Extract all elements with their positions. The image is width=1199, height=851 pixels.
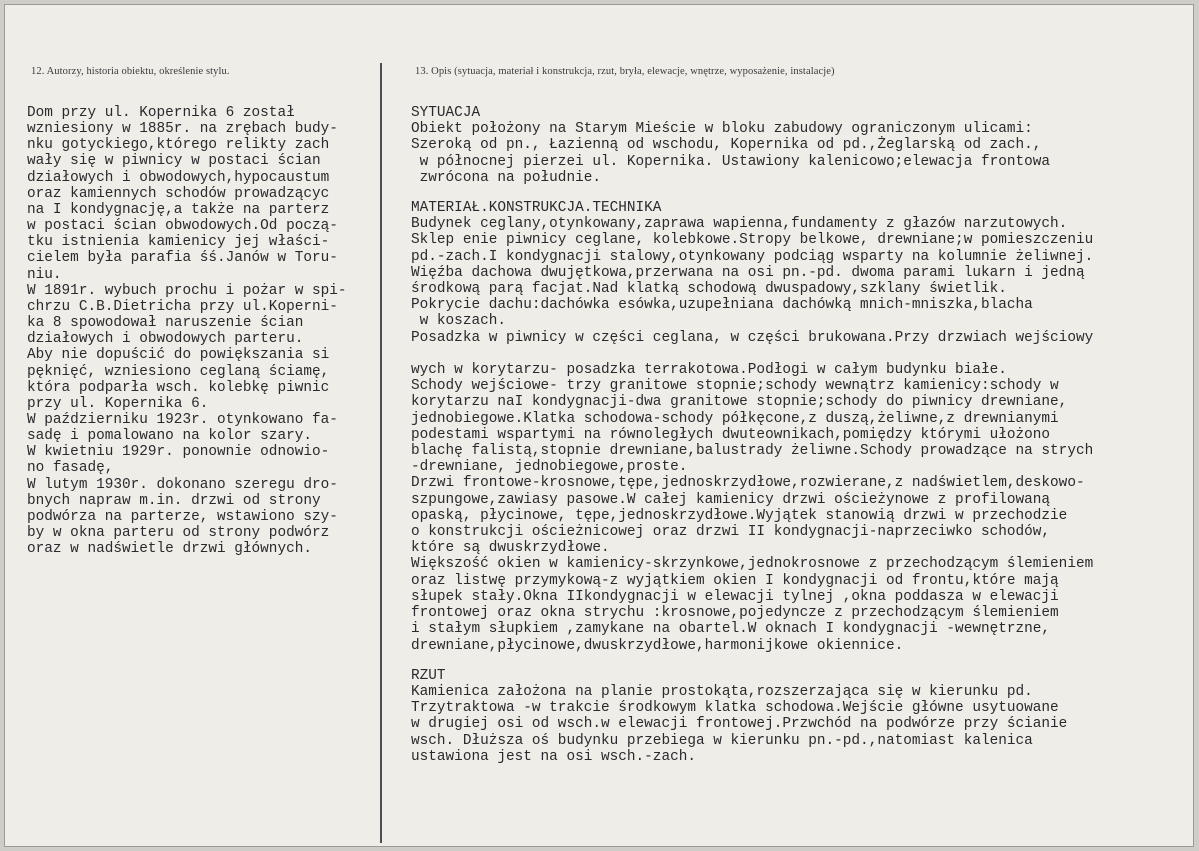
- description-line: Pokrycie dachu:dachówka esówka,uzupełniana dachówką mnich-mniszka,blacha: [411, 297, 1033, 314]
- description-line: Obiekt położony na Starym Mieście w bloku zabudowy ograniczonym ulicami:: [411, 121, 1033, 138]
- description-line: opaską, płycinowe, tępe,jednoskrzydłowe.Wyjątek stanowią drzwi w przechodzie: [411, 507, 1068, 524]
- description-line: jednobiegowe.Klatka schodowa-schody półkęcone,z duszą,żeliwne,z drewnianymi: [411, 410, 1059, 427]
- description-line: o konstrukcji ościeżnicowej oraz drzwi II kondygnacji-naprzeciwko schodów,: [411, 524, 1051, 541]
- history-line: wzniesiony w 1885r. na zrębach budy-: [27, 121, 338, 138]
- description-line: podestami wspartymi na równoległych dwuteownikach,pomiędzy którymi ułożono: [411, 426, 1051, 443]
- description-line: Sklep enie piwnicy ceglane, kolebkowe.Stropy belkowe, drewniane;w pomieszczeniu: [411, 232, 1094, 249]
- description-text: [411, 105, 1093, 765]
- description-line: w północnej pierzei ul. Kopernika. Ustawiony kalenicowo;elewacja frontowa: [411, 153, 1051, 170]
- description-line: Schody wejściowe- trzy granitowe stopnie;schody wewnątrz kamienicy:schody w: [411, 378, 1059, 395]
- description-line: Więźba dachowa dwujętkowa,przerwana na osi pn.-pd. dwoma parami lukarn i jedną: [411, 264, 1085, 281]
- history-line: Dom przy ul. Kopernika 6 został: [27, 105, 295, 121]
- description-line: zwrócona na południe.: [411, 169, 601, 186]
- document-card: [4, 4, 1194, 847]
- description-line: i stałym słupkiem ,zamykane na obartel.W oknach I kondygnacji -wewnętrzne,: [411, 621, 1051, 638]
- history-line: no fasadę,: [27, 460, 114, 477]
- history-line: podwórza na parterze, wstawiono szy-: [27, 508, 338, 525]
- section-gap: [411, 654, 1093, 668]
- description-line: Szeroką od pn., Łazienną od wschodu, Kopernika od pd.,Żeglarską od zach.,: [411, 137, 1042, 154]
- description-line: Budynek ceglany,otynkowany,zaprawa wapienna,fundamenty z głazów narzutowych.: [411, 216, 1068, 233]
- column-divider: [380, 63, 382, 843]
- section-heading: MATERIAŁ.KONSTRUKCJA.TECHNIKA: [411, 200, 662, 217]
- description-line: blachę falistą,stopnie drewniane,balustrady żeliwne.Schody prowadzące na strych: [411, 443, 1094, 460]
- history-line: na I kondygnację,a także na parterz: [27, 201, 330, 218]
- history-line: chrzu C.B.Dietricha przy ul.Koperni-: [27, 298, 338, 315]
- description-line: środkową parą facjat.Nad klatką schodową dwuspadowy,szklany świetlik.: [411, 281, 1007, 298]
- history-line: oraz kamiennych schodów prowadzącyc: [27, 185, 330, 202]
- description-line: Drzwi frontowe-krosnowe,tępe,jednoskrzydłowe,rozwierane,z nadświetlem,deskowo-: [411, 475, 1085, 492]
- field-13-header: 13. Opis (sytuacja, materiał i konstrukcja, rzut, bryła, elewacje, wnętrze, wyposażenie, instalacje): [415, 66, 835, 77]
- history-line: w postaci ścian obwodowych.Od począ-: [27, 218, 338, 235]
- description-line: oraz listwę przymykową-z wyjątkiem okien I kondygnacji od frontu,które mają: [411, 572, 1059, 589]
- section-gap: [411, 186, 1093, 200]
- description-line: które są dwuskrzydłowe.: [411, 540, 610, 557]
- history-line: oraz w nadświetle drzwi głównych.: [27, 541, 312, 558]
- history-line: wały się w piwnicy w postaci ścian: [27, 153, 321, 170]
- history-line: ka 8 spowodował naruszenie ścian: [27, 315, 304, 332]
- history-line: W lutym 1930r. dokonano szeregu dro-: [27, 476, 338, 493]
- description-line: [411, 346, 1093, 362]
- section-heading: SYTUACJA: [411, 105, 481, 121]
- description-line: Kamienica założona na planie prostokąta,rozszerzająca się w kierunku pd.: [411, 683, 1033, 700]
- description-line: korytarzu naI kondygnacji-dwa granitowe stopnie;schody do piwnicy drewniane,: [411, 394, 1068, 411]
- history-line: Aby nie dopuścić do powiększania si: [27, 347, 330, 364]
- history-line: pęknięć, wzniesiono ceglaną ściamę,: [27, 363, 330, 380]
- description-line: frontowej oraz okna strychu :krosnowe,pojedyncze z przechodzącym ślemieniem: [411, 605, 1059, 622]
- history-line: tku istnienia kamienicy jej właści-: [27, 234, 330, 251]
- history-line: nku gotyckiego,którego relikty zach: [27, 137, 330, 154]
- history-line: W 1891r. wybuch prochu i pożar w spi-: [27, 282, 347, 299]
- history-line: cielem była parafia śś.Janów w Toru-: [27, 250, 338, 267]
- description-line: ustawiona jest na osi wsch.-zach.: [411, 748, 696, 765]
- description-line: szpungowe,zawiasy pasowe.W całej kamienicy drzwi ościeżynowe z profilowaną: [411, 491, 1051, 508]
- description-line: Większość okien w kamienicy-skrzynkowe,jednokrosnowe z przechodzącym ślemieniem: [411, 556, 1094, 573]
- history-line: niu.: [27, 266, 62, 283]
- field-12-header: 12. Autorzy, historia obiektu, określenie stylu.: [31, 66, 230, 77]
- description-line: Trzytraktowa -w trakcie środkowym klatka schodowa.Wejście główne usytuowane: [411, 700, 1059, 717]
- description-line: wsch. Dłuższa oś budynku przebiega w kierunku pn.-pd.,natomiast kalenica: [411, 732, 1033, 749]
- section-heading: RZUT: [411, 667, 446, 684]
- description-line: słupek stały.Okna IIkondygnacji w elewacji tylnej ,okna poddasza w elewacji: [411, 588, 1059, 605]
- description-line: pd.-zach.I kondygnacji stalowy,otynkowany podciąg wsparty na kolumnie żeliwnej.: [411, 248, 1094, 265]
- description-line: w drugiej osi od wsch.w elewacji frontowej.Przwchód na podwórze przy ścianie: [411, 716, 1068, 733]
- description-line: Posadzka w piwnicy w części ceglana, w części brukowana.Przy drzwiach wejściowy: [411, 329, 1094, 346]
- description-line: -drewniane, jednobiegowe,proste.: [411, 459, 688, 476]
- history-line: działowych i obwodowych,hypocaustum: [27, 169, 330, 186]
- history-line: W październiku 1923r. otynkowano fa-: [27, 411, 338, 428]
- history-line: sadę i pomalowano na kolor szary.: [27, 428, 312, 445]
- history-line: przy ul. Kopernika 6.: [27, 395, 209, 412]
- history-line: W kwietniu 1929r. ponownie odnowio-: [27, 444, 330, 461]
- description-line: wych w korytarzu- posadzka terrakotowa.Podłogi w całym budynku białe.: [411, 362, 1007, 379]
- history-line: bnych napraw m.in. drzwi od strony: [27, 492, 321, 509]
- description-line: drewniane,płycinowe,dwuskrzydłowe,harmonijkowe okiennice.: [411, 637, 904, 654]
- history-line: działowych i obwodowych parteru.: [27, 331, 304, 348]
- history-line: która podparła wsch. kolebkę piwnic: [27, 379, 330, 396]
- history-text: [27, 105, 347, 557]
- history-line: by w okna parteru od strony podwórz: [27, 525, 330, 542]
- description-line: w koszach.: [411, 313, 506, 330]
